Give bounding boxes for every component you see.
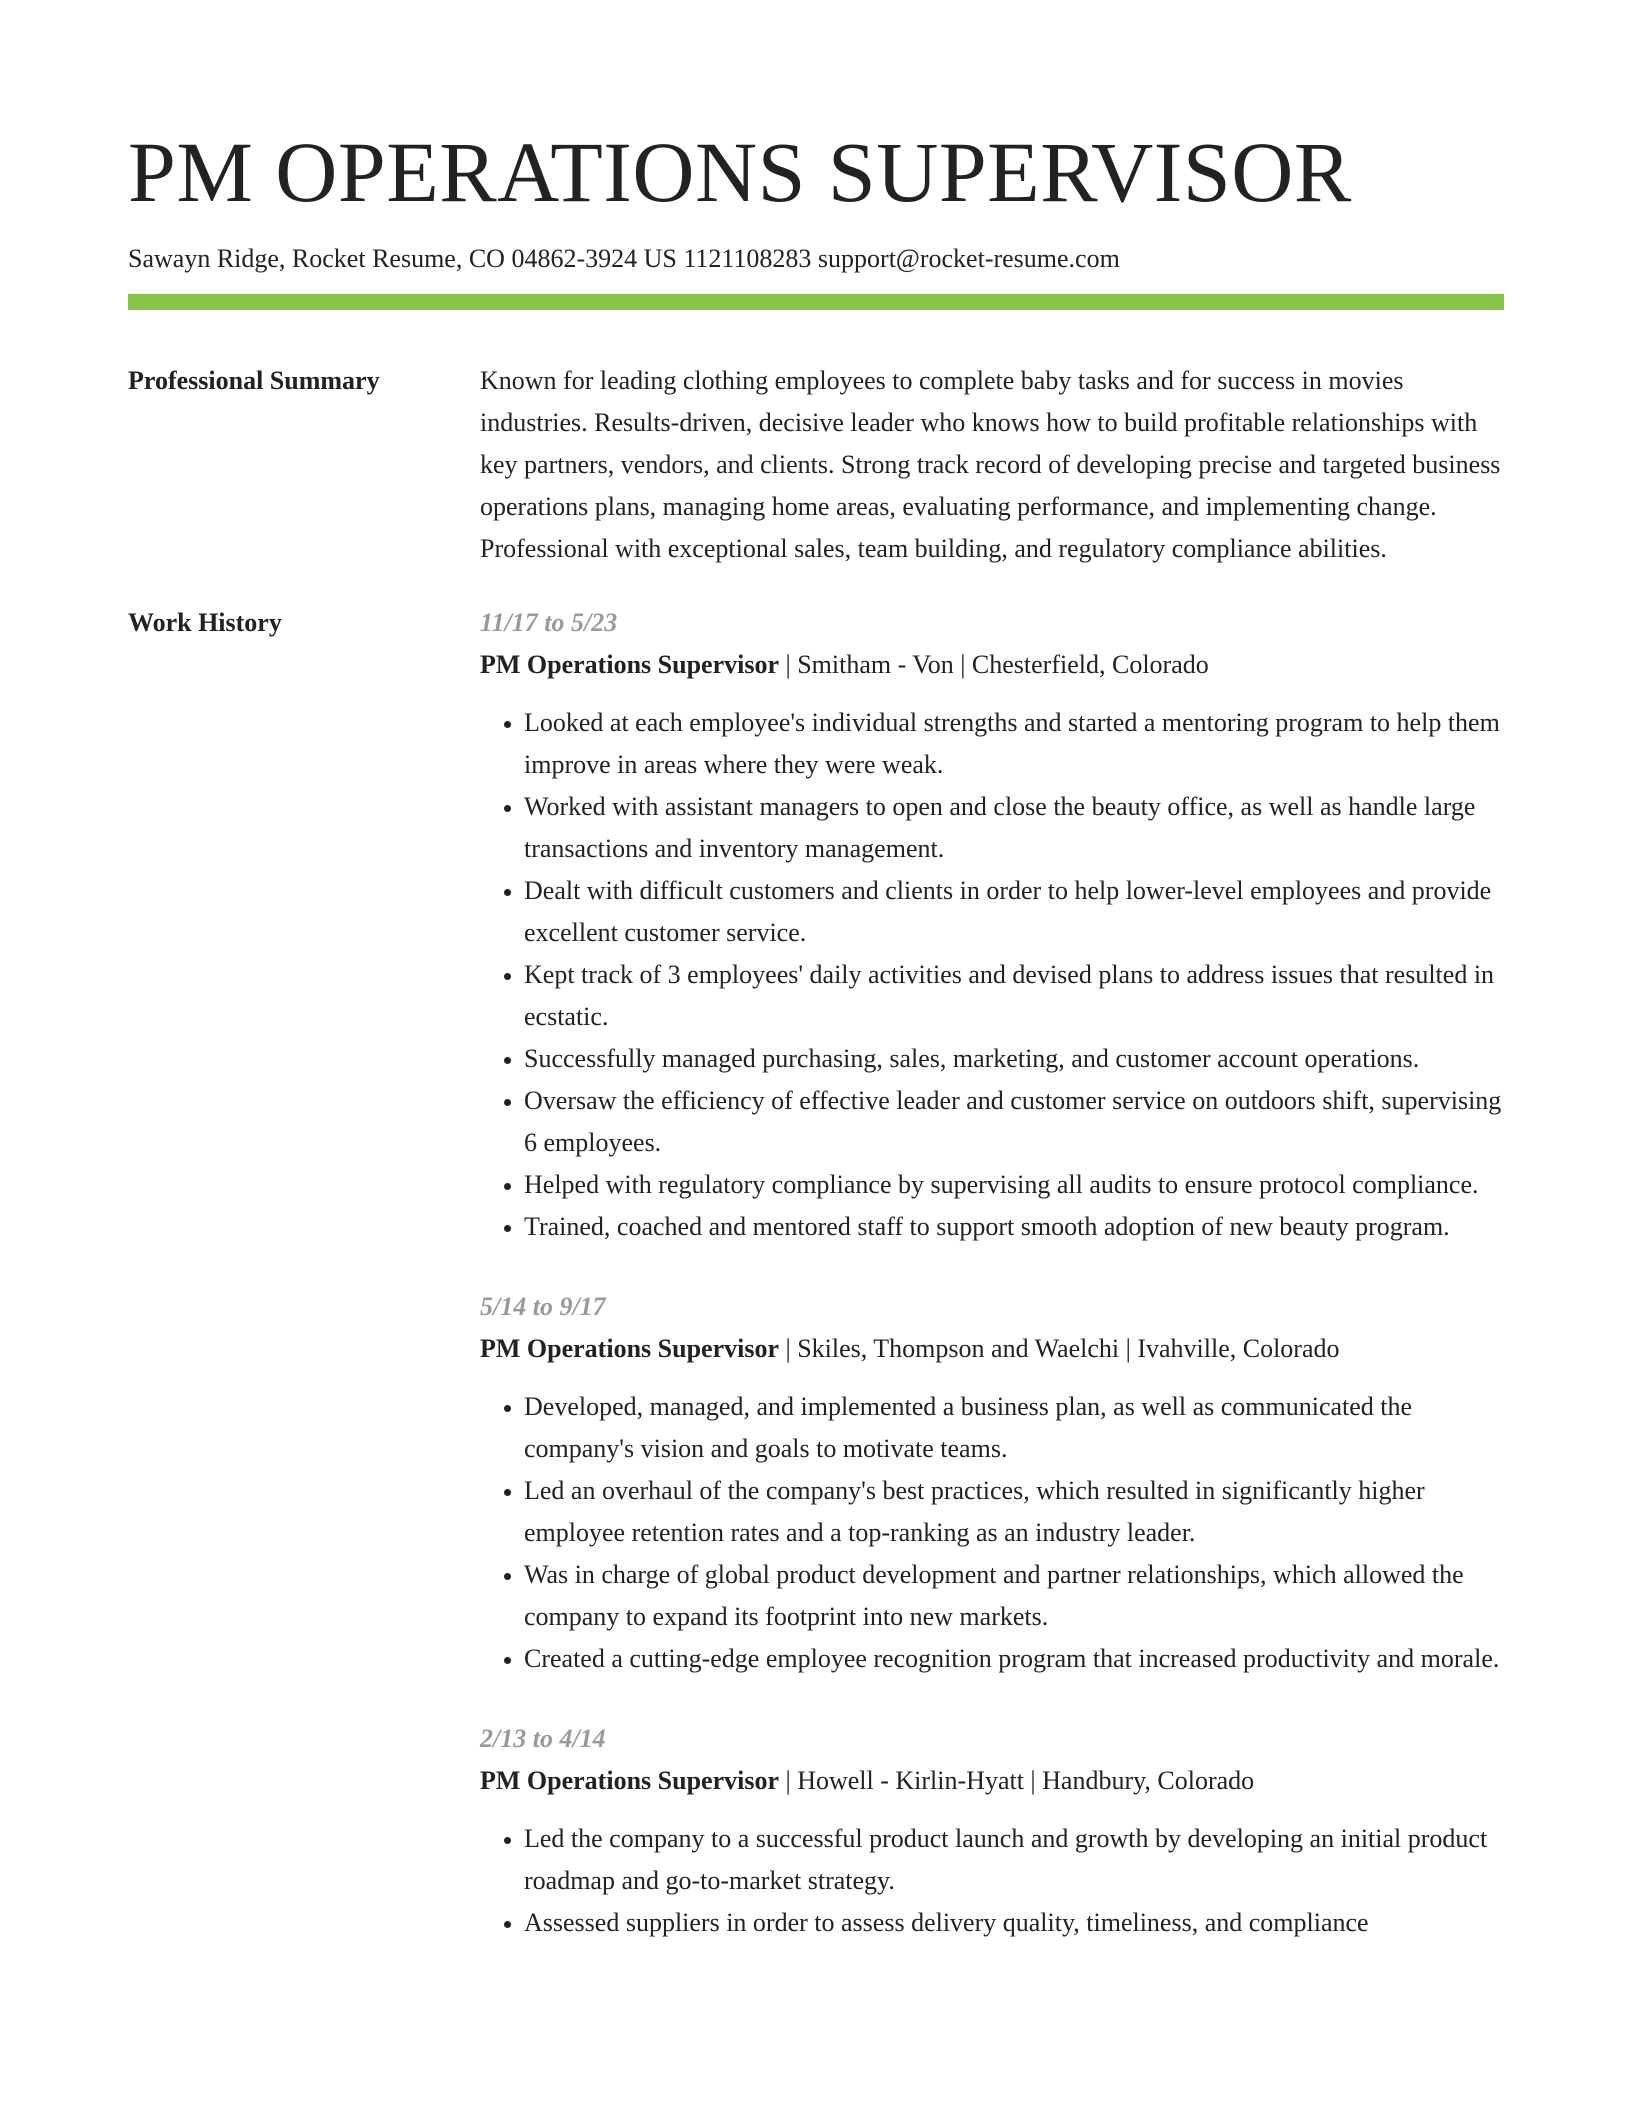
job-bullet: • Led an overhaul of the company's best practices, which resulted in significantly higher employee retention rates and a top-ranking as an industry leader.: [524, 1470, 1504, 1554]
job-bullet: • Created a cutting-edge employee recognition program that increased productivity and morale.: [524, 1638, 1504, 1680]
job-bullet: • Developed, managed, and implemented a business plan, as well as communicated the company's vision and goals to motivate teams.: [524, 1386, 1504, 1470]
job-title-line: [480, 644, 1504, 686]
job-title-line: [480, 1760, 1504, 1802]
section-label-work: Work History: [128, 608, 282, 637]
section-label-summary: Professional Summary: [128, 366, 380, 395]
job-employer-location: | Howell - Kirlin-Hyatt | Handbury, Colorado: [779, 1766, 1255, 1795]
job-bullet: • Led the company to a successful product launch and growth by developing an initial product roadmap and go-to-market strategy.: [524, 1818, 1504, 1902]
job-bullet: • Assessed suppliers in order to assess delivery quality, timeliness, and compliance: [524, 1902, 1504, 1944]
job-bullet-list: [480, 1818, 1504, 1944]
job-employer-location: | Skiles, Thompson and Waelchi | Ivahville, Colorado: [779, 1334, 1340, 1363]
work-history-body: [480, 602, 1504, 1982]
job-bullet: • Helped with regulatory compliance by supervising all audits to ensure protocol compliance.: [524, 1164, 1504, 1206]
summary-body: [480, 360, 1504, 570]
work-history-section: [128, 602, 1504, 1982]
resume-name: PM OPERATIONS SUPERVISOR: [128, 124, 1352, 220]
job-entry: [480, 1286, 1504, 1680]
job-dates: 5/14 to 9/17: [480, 1292, 606, 1321]
job-bullet: • Worked with assistant managers to open and close the beauty office, as well as handle large transactions and inventory management.: [524, 786, 1504, 870]
job-bullet: • Dealt with difficult customers and clients in order to help lower-level employees and provide excellent customer service.: [524, 870, 1504, 954]
job-bullet: • Was in charge of global product development and partner relationships, which allowed the company to expand its footprint into new markets.: [524, 1554, 1504, 1638]
job-bullet: • Looked at each employee's individual strengths and started a mentoring program to help them improve in areas where they were weak.: [524, 702, 1504, 786]
job-dates: 2/13 to 4/14: [480, 1724, 606, 1753]
job-employer-location: | Smitham - Von | Chesterfield, Colorado: [779, 650, 1209, 679]
job-title: PM Operations Supervisor: [480, 1334, 779, 1363]
job-entry: [480, 1718, 1504, 1944]
job-dates: 11/17 to 5/23: [480, 608, 618, 637]
job-title: PM Operations Supervisor: [480, 650, 779, 679]
job-bullet: • Trained, coached and mentored staff to support smooth adoption of new beauty program.: [524, 1206, 1504, 1248]
contact-line: Sawayn Ridge, Rocket Resume, CO 04862-3924 US 1121108283 support@rocket-resume.com: [128, 244, 1120, 273]
professional-summary-section: [128, 360, 1504, 570]
job-bullet: • Oversaw the efficiency of effective leader and customer service on outdoors shift, supervising 6 employees.: [524, 1080, 1504, 1164]
header-divider: [128, 294, 1504, 310]
job-bullet: • Kept track of 3 employees' daily activities and devised plans to address issues that resulted in ecstatic.: [524, 954, 1504, 1038]
resume-page: [128, 0, 1504, 1982]
job-title: PM Operations Supervisor: [480, 1766, 779, 1795]
job-title-line: [480, 1328, 1504, 1370]
summary-text: Known for leading clothing employees to complete baby tasks and for success in movies industries. Results-driven, decisive leader who knows how to build profitable relationships with key partners, vendors, and clients. Strong track record of developing precise and targeted business operations plans, managing home areas, evaluating performance, and implementing change. Professional with exceptional sales, team building, and regulatory compliance abilities.: [480, 366, 1501, 563]
job-bullet-list: [480, 1386, 1504, 1680]
job-entry: [480, 602, 1504, 1248]
job-bullet-list: [480, 702, 1504, 1248]
job-bullet: • Successfully managed purchasing, sales, marketing, and customer account operations.: [524, 1038, 1504, 1080]
